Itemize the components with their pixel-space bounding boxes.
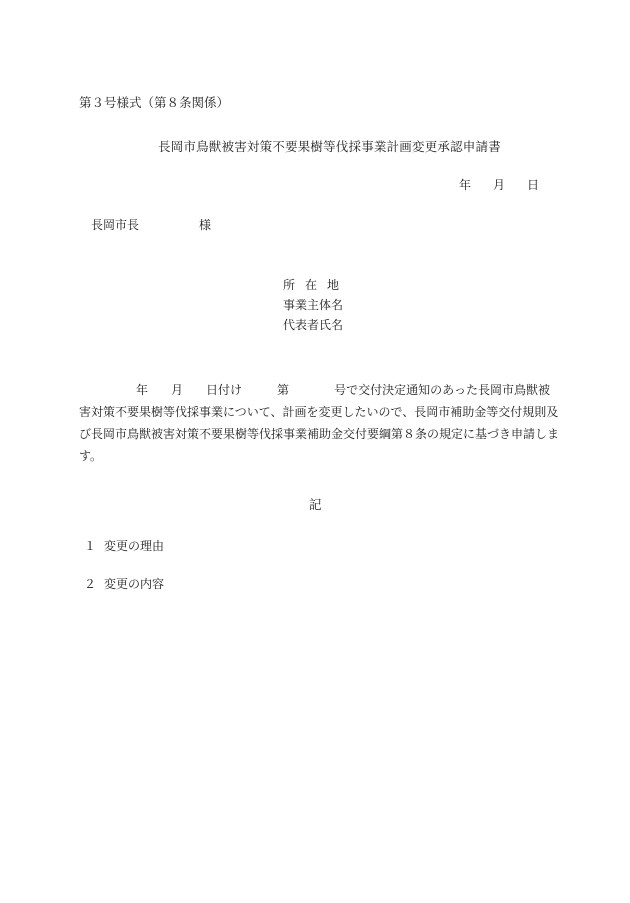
- date-day-label: 日: [527, 178, 540, 192]
- body-line-1: [79, 379, 553, 401]
- list-item: [79, 578, 164, 590]
- item-number: ２: [83, 577, 96, 591]
- applicant-address-label: [283, 279, 339, 291]
- body-line-2: 害対策不要果樹等伐採事業について、計画を変更したいので、長岡市補助金等交付規則及: [79, 405, 559, 419]
- body-line-3: び長岡市鳥獣被害対策不要果樹等伐採事業補助金交付要綱第８条の規定に基づき申請しま: [79, 427, 560, 441]
- applicant-address-char: 在: [305, 278, 318, 292]
- body-line-4: す。: [79, 449, 103, 463]
- applicant-representative-label: 代表者氏名: [283, 318, 344, 332]
- body-year-label: 年: [136, 383, 149, 397]
- date-month-label: 月: [493, 178, 506, 192]
- list-item: [79, 540, 164, 552]
- addressee-name: 長岡市長: [91, 218, 140, 232]
- item-label: 変更の理由: [104, 539, 165, 553]
- item-number: １: [83, 539, 96, 553]
- body-date-label: 日付け: [206, 383, 243, 397]
- item-label: 変更の内容: [104, 577, 165, 591]
- body-line-1-tail: 号で交付決定通知のあった長岡市鳥獣被: [334, 383, 550, 397]
- ki-heading: 記: [309, 497, 322, 512]
- body-paragraph: [79, 379, 560, 467]
- document-title: 長岡市鳥獣被害対策不要果樹等伐採事業計画変更承認申請書: [158, 139, 501, 154]
- body-month-label: 月: [171, 383, 184, 397]
- addressee: [91, 219, 211, 231]
- date-year-label: 年: [459, 178, 472, 192]
- body-number-prefix: 第: [277, 383, 290, 397]
- form-number: 第３号様式（第８条関係）: [79, 95, 230, 110]
- applicant-address-char: 所: [283, 278, 296, 292]
- applicant-address-char: 地: [327, 278, 340, 292]
- applicant-business-label: 事業主体名: [283, 298, 344, 312]
- addressee-honorific: 様: [199, 218, 212, 232]
- date-line: [459, 179, 539, 191]
